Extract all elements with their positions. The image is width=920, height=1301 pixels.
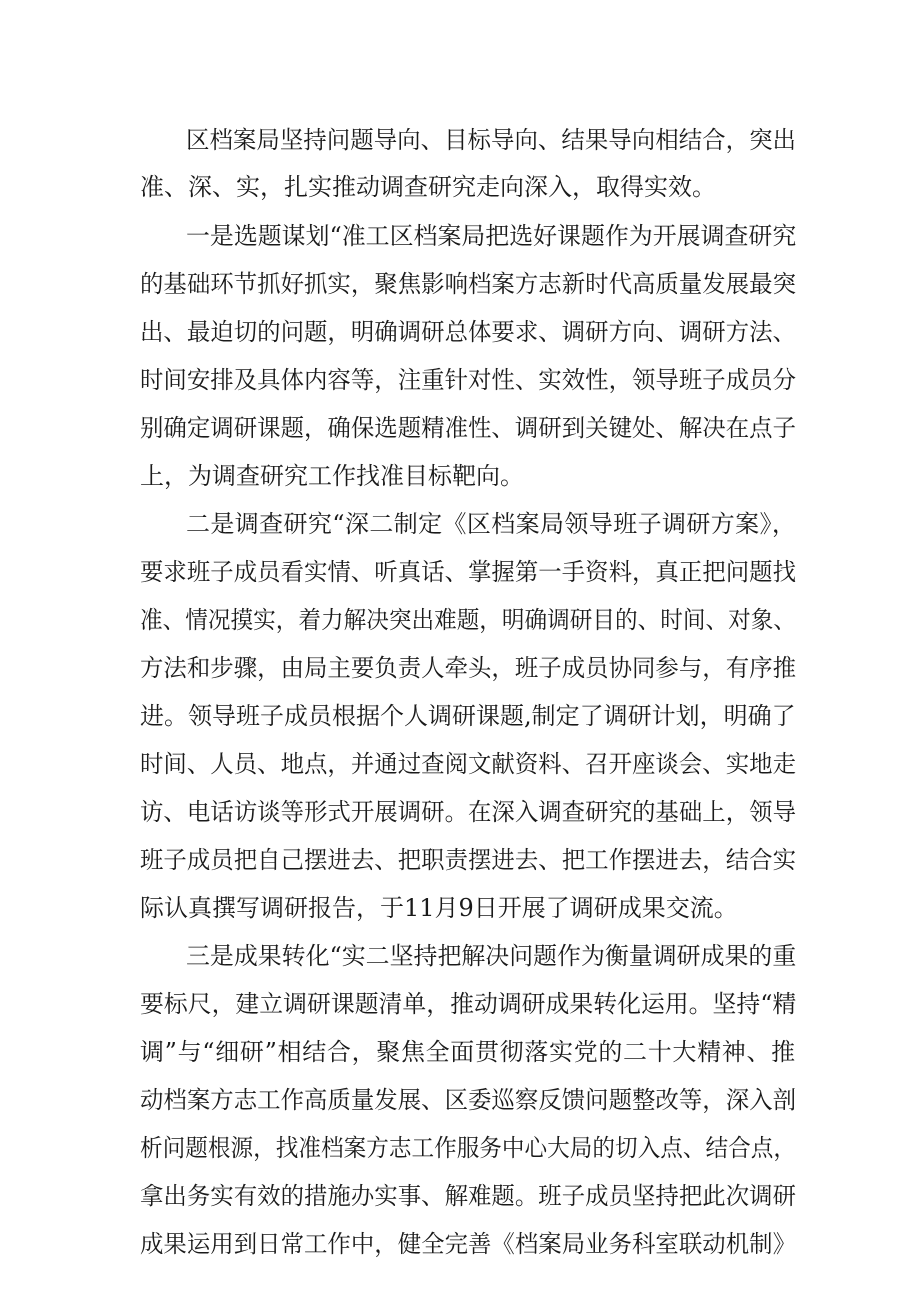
text-line: 拿出务实有效的措施办实事、解难题。班子成员坚持把此次调研 [140,1182,796,1210]
text-line: 出、最迫切的问题，明确调研总体要求、调研方向、调研方法、 [140,318,796,346]
text-line: 准、情况摸实，着力解决突出难题，明确调研目的、时间、对象、 [140,606,796,634]
text-line: 别确定调研课题，确保选题精准性、调研到关键处、解决在点子 [140,414,796,442]
text-line: 成果运用到日常工作中，健全完善《档案局业务科室联动机制》 [140,1230,796,1258]
text-line: 动档案方志工作高质量发展、区委巡察反馈问题整改等，深入剖 [140,1086,796,1114]
text-line: 方法和步骤，由局主要负责人牵头，班子成员协同参与，有序推 [140,654,796,682]
text-line: 上，为调查研究工作找准目标靶向。 [140,462,524,490]
text-line: 二是调查研究“深二制定《区档案局领导班子调研方案》， [186,510,797,538]
text-line: 区档案局坚持问题导向、目标导向、结果导向相结合，突出 [186,126,796,154]
text-line: 班子成员把自己摆进去、把职责摆进去、把工作摆进去，结合实 [140,846,796,874]
text-line: 际认真撰写调研报告，于11月9日开展了调研成果交流。 [140,894,738,922]
text-line: 要标尺，建立调研课题清单，推动调研成果转化运用。坚持“精 [140,990,797,1018]
text-line: 访、电话访谈等形式开展调研。在深入调查研究的基础上，领导 [140,798,796,826]
text-line: 时间安排及具体内容等，注重针对性、实效性，领导班子成员分 [140,366,796,394]
text-line: 的基础环节抓好抓实，聚焦影响档案方志新时代高质量发展最突 [140,270,796,298]
text-line: 进。领导班子成员根据个人调研课题,制定了调研计划，明确了 [140,702,796,730]
text-line: 三是成果转化“实二坚持把解决问题作为衡量调研成果的重 [186,942,797,970]
text-line: 一是选题谋划“准工区档案局把选好课题作为开展调查研究 [186,222,797,250]
text-line: 调”与“细研”相结合，聚焦全面贯彻落实党的二十大精神、推 [140,1038,796,1066]
text-line: 准、深、实，扎实推动调查研究走向深入，取得实效。 [140,173,716,201]
text-line: 时间、人员、地点，并通过查阅文献资料、召开座谈会、实地走 [140,750,796,778]
text-line: 要求班子成员看实情、听真话、掌握第一手资料，真正把问题找 [140,558,796,586]
text-line: 析问题根源，找准档案方志工作服务中心大局的切入点、结合点， [140,1134,796,1162]
